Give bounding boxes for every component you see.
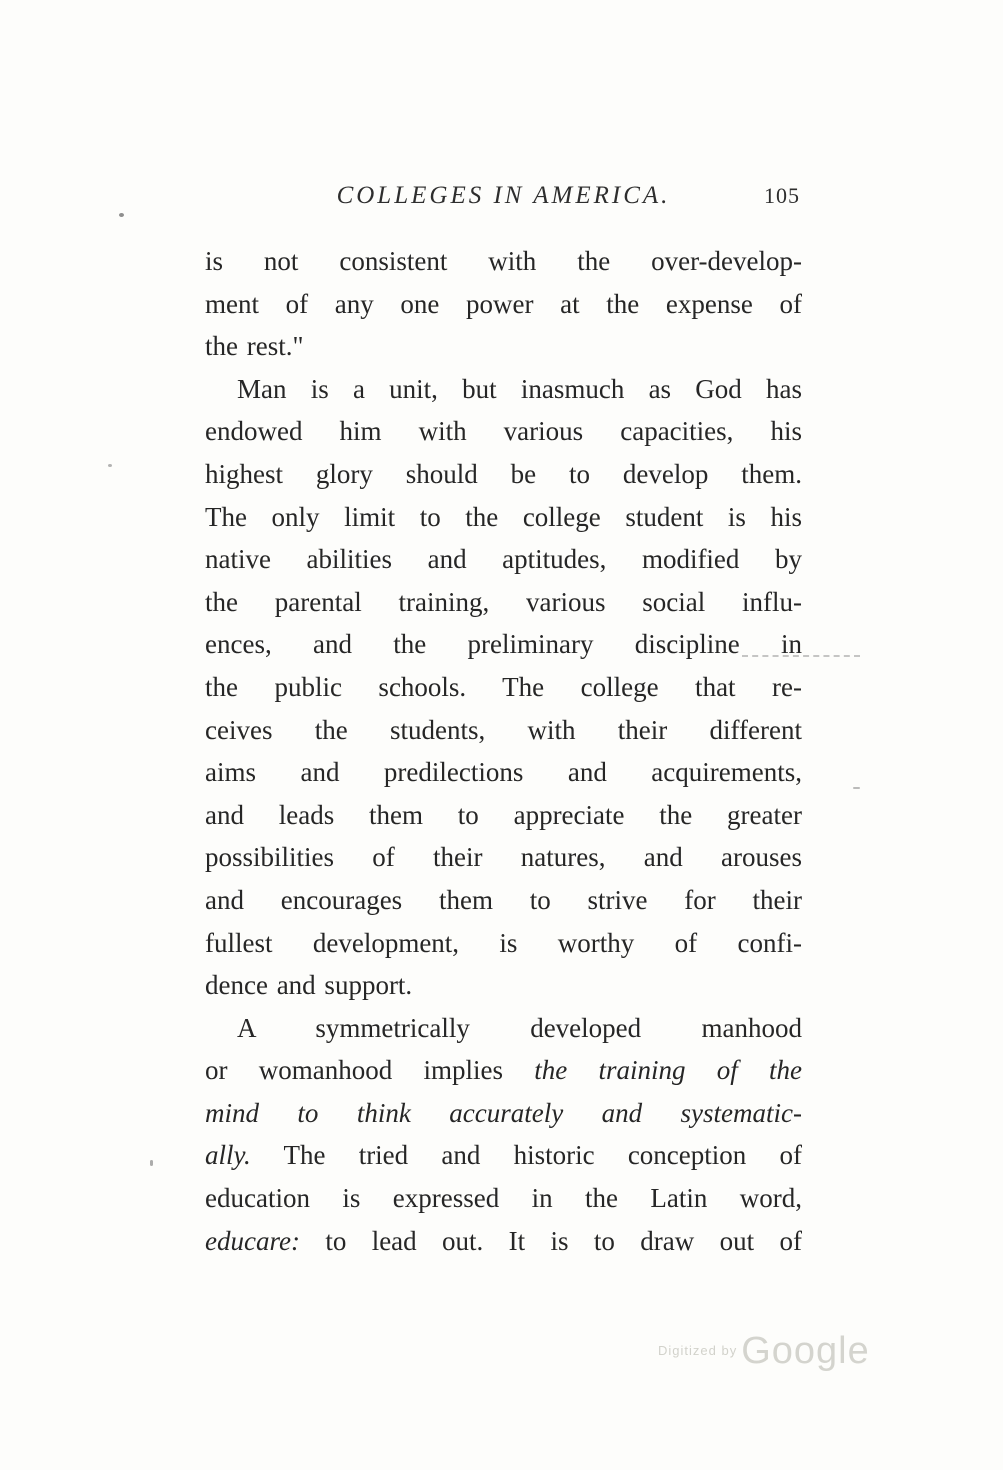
scan-artifact <box>853 787 860 789</box>
text-line <box>205 836 802 879</box>
scan-artifact <box>108 464 112 467</box>
text-line <box>205 1049 802 1092</box>
text-segment: fullest development, is worthy of confi- <box>205 927 802 958</box>
text-line <box>205 1220 802 1263</box>
page-body <box>205 240 802 1262</box>
text-line <box>205 283 802 326</box>
text-segment: ences, and the preliminary discipline in <box>205 629 802 660</box>
text-segment: possibilities of their natures, and arouses <box>205 842 802 873</box>
text-line <box>205 538 802 581</box>
text-segment: ment of any one power at the expense of <box>205 288 802 319</box>
text-line <box>205 709 802 752</box>
text-line <box>205 581 802 624</box>
italic-text-segment: ally. <box>205 1140 251 1171</box>
text-segment: the rest." <box>205 331 304 362</box>
text-line <box>205 1092 802 1135</box>
text-segment: or womanhood implies <box>205 1055 535 1086</box>
text-segment: the parental training, various social influ- <box>205 586 802 617</box>
text-line <box>205 325 802 368</box>
page-header <box>205 182 802 216</box>
italic-text-segment: educare: <box>205 1225 300 1256</box>
scan-artifact <box>742 655 860 657</box>
text-segment: endowed him with various capacities, his <box>205 416 802 447</box>
text-line <box>205 496 802 539</box>
text-line <box>205 1007 802 1050</box>
digitized-by-label: Digitized by <box>658 1343 738 1358</box>
text-segment: education is expressed in the Latin word, <box>205 1183 802 1214</box>
text-segment: to lead out. It is to draw out of <box>299 1225 802 1256</box>
google-watermark <box>658 1330 870 1373</box>
text-segment: A symmetrically developed manhood <box>237 1012 802 1043</box>
text-line <box>205 879 802 922</box>
text-segment: and encourages them to strive for their <box>205 884 802 915</box>
text-segment: aims and predilections and acquirements, <box>205 757 802 788</box>
text-line <box>205 410 802 453</box>
text-segment: dence and support. <box>205 970 413 1001</box>
scan-artifact <box>119 213 124 217</box>
italic-text-segment: mind to think accurately and systematic- <box>205 1097 802 1128</box>
text-segment: native abilities and aptitudes, modified by <box>205 544 802 575</box>
page-number: 105 <box>764 183 800 208</box>
text-line <box>205 453 802 496</box>
google-logo-text: Google <box>741 1330 870 1372</box>
text-line <box>205 623 802 666</box>
text-segment: highest glory should be to develop them. <box>205 458 802 489</box>
text-line <box>205 240 802 283</box>
text-line <box>205 1177 802 1220</box>
text-segment: ceives the students, with their different <box>205 714 802 745</box>
text-line <box>205 1134 802 1177</box>
text-segment: and leads them to appreciate the greater <box>205 799 802 830</box>
text-line <box>205 751 802 794</box>
text-line <box>205 368 802 411</box>
page-title: COLLEGES IN AMERICA. <box>336 182 671 209</box>
text-segment: The tried and historic conception of <box>250 1140 802 1171</box>
text-line <box>205 794 802 837</box>
italic-text-segment: the training of the <box>534 1055 802 1086</box>
text-segment: The only limit to the college student is his <box>205 501 802 532</box>
text-line <box>205 666 802 709</box>
text-segment: the public schools. The college that re- <box>205 671 802 702</box>
text-segment: Man is a unit, but inasmuch as God has <box>237 373 802 404</box>
scan-artifact <box>150 1160 153 1166</box>
text-segment: is not consistent with the over-develop- <box>205 246 802 276</box>
text-line <box>205 964 802 1007</box>
text-line <box>205 922 802 965</box>
